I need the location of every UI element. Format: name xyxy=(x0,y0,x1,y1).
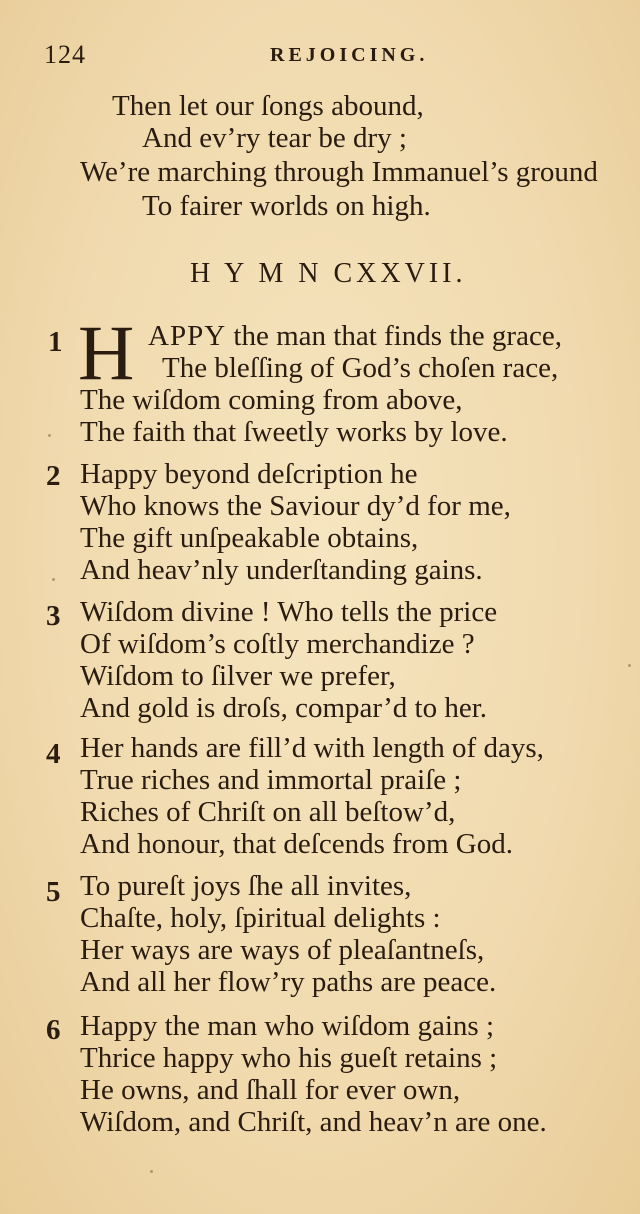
paper-speck xyxy=(52,578,55,581)
paper-speck xyxy=(150,1170,153,1173)
verse-number: 2 xyxy=(46,460,61,492)
poem-line: The faith that ſweetly works by love. xyxy=(80,416,508,448)
poem-line: Of wiſdom’s coſtly merchandize ? xyxy=(80,628,475,660)
paper-speck xyxy=(628,664,631,667)
first-line-text: the man that finds the grace, xyxy=(233,320,562,352)
poem-line: We’re marching through Immanuel’s ground xyxy=(80,156,598,188)
poem-line: And gold is droſs, compar’d to her. xyxy=(80,692,488,724)
page-number: 124 xyxy=(44,40,86,69)
poem-line: And all her flow’ry paths are peace. xyxy=(80,966,497,998)
poem-line: Thrice happy who his gueſt retains ; xyxy=(80,1042,498,1074)
poem-line: Riches of Chriſt on all beſtow’d, xyxy=(80,796,456,828)
paper-speck xyxy=(48,434,51,437)
poem-line: Wiſdom, and Chriſt, and heav’n are one. xyxy=(80,1106,547,1138)
verse-number: 1 xyxy=(48,326,63,358)
poem-line: Wiſdom to ſilver we prefer, xyxy=(80,660,396,692)
verse-number: 5 xyxy=(46,876,61,908)
running-head xyxy=(44,40,604,74)
poem-line: Happy beyond deſcription he xyxy=(80,458,418,490)
verse-number: 3 xyxy=(46,600,61,632)
poem-line: And heav’nly underſtanding gains. xyxy=(80,554,483,586)
poem-line: Her hands are fill’d with length of days, xyxy=(80,732,544,764)
poem-line: To pureſt joys ſhe all invites, xyxy=(80,870,412,902)
poem-line: The gift unſpeakable obtains, xyxy=(80,522,419,554)
poem-line: And ev’ry tear be dry ; xyxy=(142,122,407,154)
poem-line: He owns, and ſhall for ever own, xyxy=(80,1074,461,1106)
poem-line: Who knows the Saviour dy’d for me, xyxy=(80,490,511,522)
poem-line: Then let our ſongs abound, xyxy=(112,90,424,122)
poem-line: True riches and immortal praiſe ; xyxy=(80,764,462,796)
poem-line xyxy=(148,322,562,351)
drop-cap: H xyxy=(78,309,135,396)
hymn-title: H Y M N CXXVII. xyxy=(190,258,467,289)
poem-line: The bleſſing of God’s choſen race, xyxy=(162,352,559,384)
poem-line: Happy the man who wiſdom gains ; xyxy=(80,1010,495,1042)
running-title: REJOICING. xyxy=(270,44,429,66)
verse-number: 4 xyxy=(46,738,61,770)
poem-line: To fairer worlds on high. xyxy=(142,190,431,222)
poem-line: Chaſte, holy, ſpiritual delights : xyxy=(80,902,441,934)
poem-line: Her ways are ways of pleaſantneſs, xyxy=(80,934,485,966)
first-word: APPY xyxy=(148,320,227,352)
poem-line: The wiſdom coming from above, xyxy=(80,384,463,416)
poem-line: Wiſdom divine ! Who tells the price xyxy=(80,596,498,628)
poem-line: And honour, that deſcends from God. xyxy=(80,828,513,860)
verse-number: 6 xyxy=(46,1014,61,1046)
